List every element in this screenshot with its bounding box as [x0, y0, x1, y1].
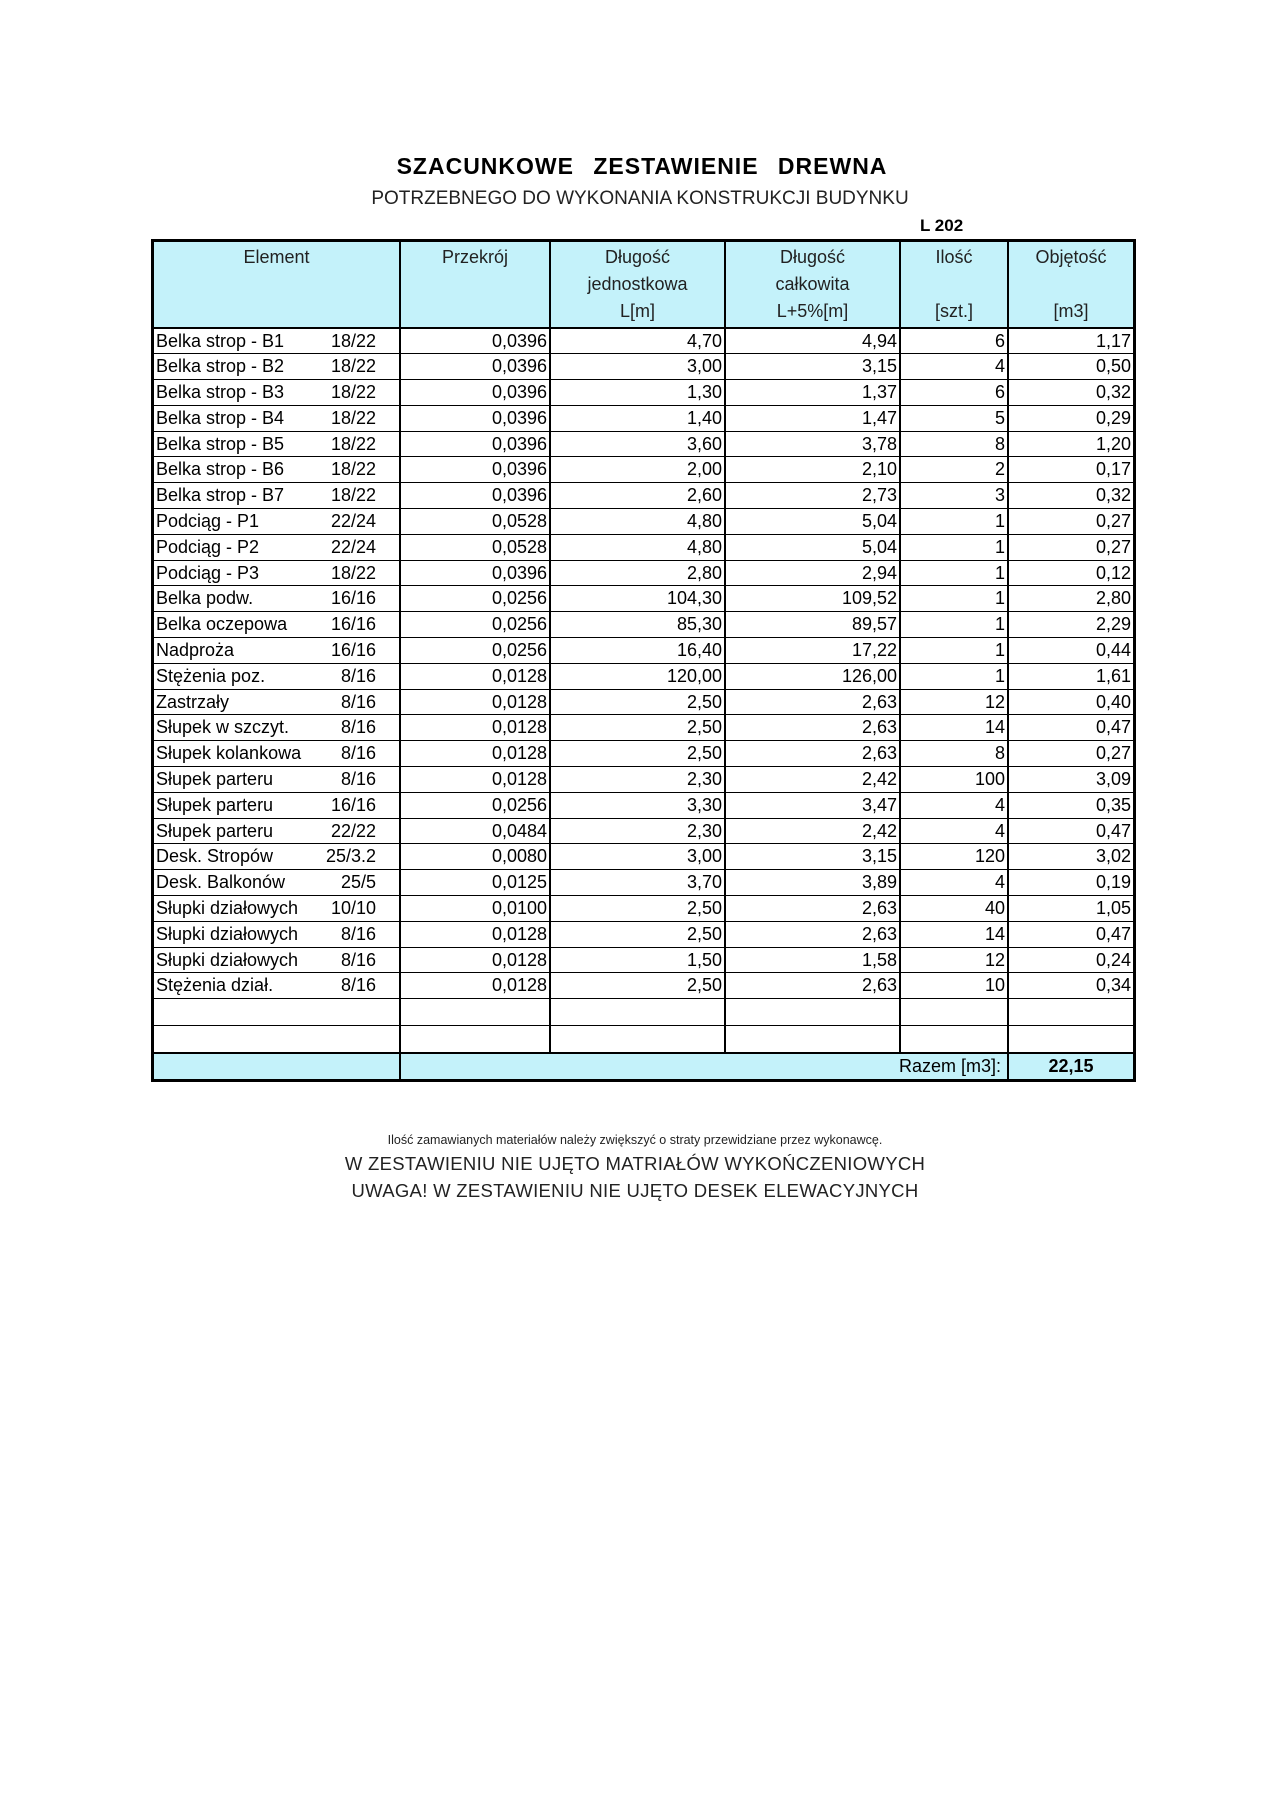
cell-section: 0,0396: [400, 483, 550, 509]
table-row: [154, 870, 1133, 896]
cell-section: 0,0128: [400, 767, 550, 793]
table-row: [154, 483, 1133, 509]
header-volume: Objętość [m3]: [1008, 242, 1133, 328]
cell-section: 0,0256: [400, 638, 550, 664]
cell-quantity: 8: [900, 741, 1008, 767]
cell-quantity: 1: [900, 534, 1008, 560]
cell-quantity: 1: [900, 663, 1008, 689]
cell-section: 0,0256: [400, 792, 550, 818]
cell-total-length: 2,94: [725, 560, 900, 586]
cell-section: 0,0396: [400, 457, 550, 483]
cell-element: Słupek parteru 8/16: [154, 767, 400, 793]
cell-quantity: 6: [900, 328, 1008, 354]
cell-section: 0,0128: [400, 689, 550, 715]
cell-total-length: 2,42: [725, 767, 900, 793]
table-row: [154, 612, 1133, 638]
document-subtitle: POTRZEBNEGO DO WYKONANIA KONSTRUKCJI BUDYNKU: [371, 188, 909, 209]
cell-element: Słupek parteru 22/22: [154, 818, 400, 844]
table-row: [154, 689, 1133, 715]
cell-element: Słupek parteru 16/16: [154, 792, 400, 818]
cell-quantity: 1: [900, 509, 1008, 535]
table-row: [154, 715, 1133, 741]
table-row: [154, 844, 1133, 870]
cell-total-length: 2,73: [725, 483, 900, 509]
total-volume: 22,15: [1008, 1053, 1133, 1079]
cell-section: 0,0396: [400, 431, 550, 457]
cell-volume: 0,47: [1008, 715, 1133, 741]
empty-row: [154, 1026, 1133, 1053]
cell-element: Zastrzały 8/16: [154, 689, 400, 715]
table-row: [154, 792, 1133, 818]
cell-unit-length: 3,70: [550, 870, 725, 896]
cell-total-length: 3,15: [725, 354, 900, 380]
cell-quantity: 8: [900, 431, 1008, 457]
cell-unit-length: 120,00: [550, 663, 725, 689]
cell-element: Podciąg - P3 18/22: [154, 560, 400, 586]
cell-unit-length: 3,00: [550, 844, 725, 870]
table-row: [154, 663, 1133, 689]
header-element: Element: [154, 242, 400, 328]
cell-section: 0,0128: [400, 715, 550, 741]
cell-volume: 0,27: [1008, 534, 1133, 560]
cell-element: Stężenia dział. 8/16: [154, 973, 400, 999]
header-unit-length: Długość jednostkowa L[m]: [550, 242, 725, 328]
cell-unit-length: 2,50: [550, 741, 725, 767]
table-row: [154, 818, 1133, 844]
cell-total-length: 1,47: [725, 405, 900, 431]
cell-volume: 0,47: [1008, 818, 1133, 844]
cell-volume: 0,32: [1008, 380, 1133, 406]
table-row: [154, 380, 1133, 406]
table-row: [154, 638, 1133, 664]
cell-unit-length: 2,30: [550, 818, 725, 844]
cell-section: 0,0080: [400, 844, 550, 870]
table-row: [154, 405, 1133, 431]
cell-total-length: 2,63: [725, 689, 900, 715]
note-order-losses: Ilość zamawianych materiałów należy zwiększyć o straty przewidziane przez wykonawcę.: [387, 1133, 883, 1147]
cell-unit-length: 16,40: [550, 638, 725, 664]
cell-section: 0,0396: [400, 328, 550, 354]
cell-element: Słupki działowych 10/10: [154, 896, 400, 922]
cell-quantity: 14: [900, 715, 1008, 741]
cell-unit-length: 3,60: [550, 431, 725, 457]
cell-quantity: 14: [900, 921, 1008, 947]
total-label: Razem [m3]:: [400, 1053, 1008, 1079]
cell-total-length: 2,63: [725, 921, 900, 947]
cell-section: 0,0256: [400, 586, 550, 612]
cell-volume: 0,34: [1008, 973, 1133, 999]
cell-section: 0,0128: [400, 973, 550, 999]
cell-total-length: 5,04: [725, 534, 900, 560]
cell-volume: 0,27: [1008, 741, 1133, 767]
cell-unit-length: 2,50: [550, 973, 725, 999]
cell-element: Podciąg - P1 22/24: [154, 509, 400, 535]
cell-volume: 0,40: [1008, 689, 1133, 715]
cell-section: 0,0528: [400, 509, 550, 535]
cell-section: 0,0396: [400, 560, 550, 586]
cell-quantity: 1: [900, 560, 1008, 586]
cell-unit-length: 3,30: [550, 792, 725, 818]
cell-quantity: 1: [900, 638, 1008, 664]
cell-total-length: 2,63: [725, 741, 900, 767]
cell-element: Belka strop - B7 18/22: [154, 483, 400, 509]
cell-volume: 1,61: [1008, 663, 1133, 689]
table-row: [154, 431, 1133, 457]
header-section: Przekrój: [400, 242, 550, 328]
cell-volume: 0,44: [1008, 638, 1133, 664]
cell-total-length: 1,58: [725, 947, 900, 973]
cell-unit-length: 4,70: [550, 328, 725, 354]
cell-unit-length: 2,50: [550, 896, 725, 922]
cell-volume: 2,29: [1008, 612, 1133, 638]
cell-volume: 0,50: [1008, 354, 1133, 380]
cell-total-length: 2,10: [725, 457, 900, 483]
cell-volume: 0,32: [1008, 483, 1133, 509]
cell-volume: 0,27: [1008, 509, 1133, 535]
cell-element: Belka strop - B4 18/22: [154, 405, 400, 431]
note-finishing-materials: W ZESTAWIENIU NIE UJĘTO MATRIAŁÓW WYKOŃCZENIOWYCH: [344, 1153, 926, 1174]
cell-volume: 0,29: [1008, 405, 1133, 431]
cell-volume: 0,35: [1008, 792, 1133, 818]
cell-quantity: 4: [900, 792, 1008, 818]
cell-volume: 1,17: [1008, 328, 1133, 354]
cell-quantity: 4: [900, 870, 1008, 896]
total-row: [154, 1053, 1133, 1079]
cell-volume: 0,19: [1008, 870, 1133, 896]
cell-total-length: 5,04: [725, 509, 900, 535]
cell-volume: 0,24: [1008, 947, 1133, 973]
cell-element: Nadproża 16/16: [154, 638, 400, 664]
table-row: [154, 767, 1133, 793]
cell-section: 0,0256: [400, 612, 550, 638]
cell-quantity: 10: [900, 973, 1008, 999]
cell-quantity: 4: [900, 354, 1008, 380]
cell-quantity: 12: [900, 689, 1008, 715]
cell-total-length: 2,63: [725, 715, 900, 741]
cell-quantity: 120: [900, 844, 1008, 870]
cell-total-length: 4,94: [725, 328, 900, 354]
cell-unit-length: 2,80: [550, 560, 725, 586]
cell-quantity: 100: [900, 767, 1008, 793]
cell-total-length: 2,42: [725, 818, 900, 844]
cell-section: 0,0528: [400, 534, 550, 560]
cell-unit-length: 1,50: [550, 947, 725, 973]
table-row: [154, 509, 1133, 535]
cell-quantity: 1: [900, 612, 1008, 638]
cell-element: Podciąg - P2 22/24: [154, 534, 400, 560]
cell-volume: 0,12: [1008, 560, 1133, 586]
cell-volume: 1,05: [1008, 896, 1133, 922]
document-title: SZACUNKOWE ZESTAWIENIE DREWNA: [396, 153, 888, 179]
cell-quantity: 4: [900, 818, 1008, 844]
table-row: [154, 947, 1133, 973]
empty-row: [154, 999, 1133, 1026]
cell-quantity: 3: [900, 483, 1008, 509]
cell-element: Słupki działowych 8/16: [154, 921, 400, 947]
table-row: [154, 586, 1133, 612]
cell-element: Belka strop - B6 18/22: [154, 457, 400, 483]
cell-unit-length: 4,80: [550, 509, 725, 535]
cell-section: 0,0128: [400, 663, 550, 689]
cell-unit-length: 2,60: [550, 483, 725, 509]
cell-volume: 0,47: [1008, 921, 1133, 947]
table-row: [154, 328, 1133, 354]
cell-unit-length: 2,00: [550, 457, 725, 483]
cell-volume: 3,09: [1008, 767, 1133, 793]
cell-unit-length: 2,50: [550, 715, 725, 741]
cell-element: Belka strop - B1 18/22: [154, 328, 400, 354]
cell-unit-length: 2,50: [550, 689, 725, 715]
table-row: [154, 741, 1133, 767]
cell-total-length: 3,15: [725, 844, 900, 870]
cell-section: 0,0128: [400, 741, 550, 767]
cell-volume: 1,20: [1008, 431, 1133, 457]
cell-unit-length: 85,30: [550, 612, 725, 638]
cell-quantity: 12: [900, 947, 1008, 973]
cell-quantity: 6: [900, 380, 1008, 406]
table-row: [154, 534, 1133, 560]
document-code: L 202: [920, 216, 964, 235]
cell-total-length: 3,89: [725, 870, 900, 896]
cell-total-length: 89,57: [725, 612, 900, 638]
cell-element: Słupek kolankowa 8/16: [154, 741, 400, 767]
cell-section: 0,0128: [400, 921, 550, 947]
cell-section: 0,0128: [400, 947, 550, 973]
table-row: [154, 921, 1133, 947]
cell-quantity: 5: [900, 405, 1008, 431]
cell-element: Belka strop - B2 18/22: [154, 354, 400, 380]
header-quantity: Ilość [szt.]: [900, 242, 1008, 328]
cell-unit-length: 2,30: [550, 767, 725, 793]
cell-element: Belka strop - B3 18/22: [154, 380, 400, 406]
cell-element: Desk. Balkonów 25/5: [154, 870, 400, 896]
table-row: [154, 560, 1133, 586]
cell-quantity: 40: [900, 896, 1008, 922]
cell-volume: 0,17: [1008, 457, 1133, 483]
cell-unit-length: 1,40: [550, 405, 725, 431]
table-header-row: [154, 242, 1133, 328]
cell-quantity: 2: [900, 457, 1008, 483]
cell-total-length: 2,63: [725, 896, 900, 922]
cell-volume: 2,80: [1008, 586, 1133, 612]
cell-section: 0,0396: [400, 354, 550, 380]
cell-element: Belka strop - B5 18/22: [154, 431, 400, 457]
cell-total-length: 3,47: [725, 792, 900, 818]
header-total-length: Długość całkowita L+5%[m]: [725, 242, 900, 328]
timber-schedule-table: [151, 239, 1136, 1082]
cell-element: Belka podw. 16/16: [154, 586, 400, 612]
cell-unit-length: 4,80: [550, 534, 725, 560]
cell-element: Desk. Stropów 25/3.2: [154, 844, 400, 870]
cell-unit-length: 104,30: [550, 586, 725, 612]
cell-element: Belka oczepowa 16/16: [154, 612, 400, 638]
cell-section: 0,0484: [400, 818, 550, 844]
cell-total-length: 2,63: [725, 973, 900, 999]
cell-element: Stężenia poz. 8/16: [154, 663, 400, 689]
cell-section: 0,0100: [400, 896, 550, 922]
cell-unit-length: 1,30: [550, 380, 725, 406]
cell-section: 0,0396: [400, 405, 550, 431]
table-row: [154, 973, 1133, 999]
note-facade-boards: UWAGA! W ZESTAWIENIU NIE UJĘTO DESEK ELEWACYJNYCH: [351, 1180, 919, 1201]
table-row: [154, 896, 1133, 922]
cell-element: Słupki działowych 8/16: [154, 947, 400, 973]
cell-total-length: 3,78: [725, 431, 900, 457]
cell-volume: 3,02: [1008, 844, 1133, 870]
cell-total-length: 126,00: [725, 663, 900, 689]
cell-element: Słupek w szczyt. 8/16: [154, 715, 400, 741]
cell-section: 0,0396: [400, 380, 550, 406]
table-row: [154, 457, 1133, 483]
cell-unit-length: 2,50: [550, 921, 725, 947]
cell-quantity: 1: [900, 586, 1008, 612]
table-row: [154, 354, 1133, 380]
cell-total-length: 109,52: [725, 586, 900, 612]
cell-section: 0,0125: [400, 870, 550, 896]
cell-total-length: 17,22: [725, 638, 900, 664]
cell-unit-length: 3,00: [550, 354, 725, 380]
cell-total-length: 1,37: [725, 380, 900, 406]
